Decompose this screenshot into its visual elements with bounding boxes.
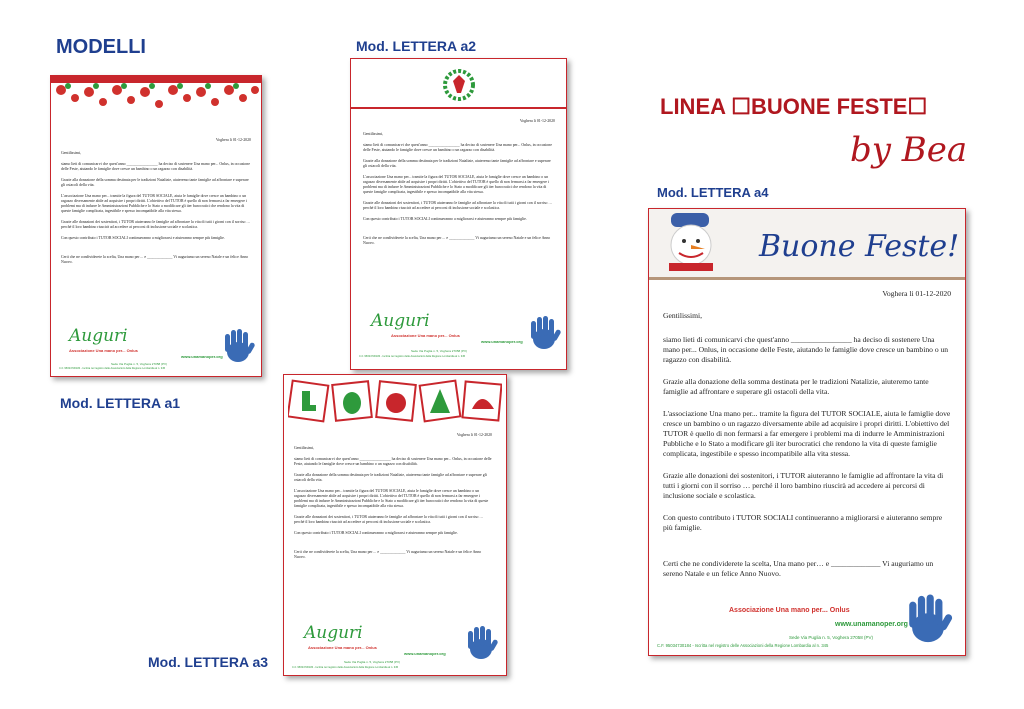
address: Sede Via Puglia n. 5, Voghera 27058 (PV)	[344, 660, 400, 664]
byline: by Bea	[850, 130, 968, 170]
tax-code: C.F. 95034730184 - Iscritta nel registro delle Associazioni della Regione Lombardia al n. 345	[292, 666, 399, 669]
hand-logo-icon	[899, 593, 957, 645]
letter-paragraph-6: Certi che ne condividerete la scelta, Una mano per… e _____________ Vi auguriamo un sereno Natale e un felice Anno Nuovo.	[363, 236, 551, 245]
hand-logo-icon	[219, 328, 257, 364]
letter-paragraph-1: siamo lieti di comunicarvi che quest'anno ________________ ha deciso di sostenere Una mano per... Onlus, in occasione delle Feste, aiutando le famiglie dove cresce un bambino o un ragazzo con disabilità.	[663, 335, 949, 364]
letter-paragraph-6: Certi che ne condividerete la scelta, Una mano per… e _____________ Vi auguriamo un sereno Natale e un felice Anno Nuovo.	[663, 559, 934, 578]
address: Sede Via Puglia n. 5, Voghera 27058 (PV)	[111, 362, 167, 366]
letter-paragraph-5: Con questo contributo i TUTOR SOCIALI continueranno a migliorarsi e aiuteranno sempre più famiglie.	[294, 531, 458, 535]
association-name: Associazione Una mano per... Onlus	[729, 607, 850, 614]
website: www.unamanoper.org	[181, 354, 223, 359]
ornament-row	[288, 379, 502, 423]
association-name: Associazione Una mano per... Onlus	[308, 645, 377, 650]
letter-paragraph-4: Grazie alle donazioni dei sostenitori, i TUTOR aiuteranno le famiglie ad affrontare la vita di tutti i giorni con il sorriso … perché il loro bambino riuscirà ad accedere ai percorsi di inclusione sociale e scolastica.	[294, 515, 484, 524]
letter-greeting: Gentilissimi,	[294, 446, 314, 450]
letter-date: Voghera li 01-12-2020	[519, 119, 555, 123]
heading-modelli: MODELLI	[56, 36, 146, 58]
letter-date: Voghera li 01-12-2020	[882, 289, 951, 298]
letter-paragraph-3: L'associazione Una mano per... tramite la figura del TUTOR SOCIALE, aiuta le famiglie dove cresce un bambino o un ragazzo diversamente abile ad acquisire i propri diritti. L'obiettivo del TUTOR è quello di non fermarsi a far emergere i problemi ma di indurre le Amministrazioni Pubbliche e lo Stato a modificare gli iter burocratici che rendono la vita di queste famiglie complicata, ingestibile e spesso incompatibile alla vita stessa.	[61, 194, 248, 213]
letter-paragraph-5: Con questo contributo i TUTOR SOCIALI continueranno a migliorarsi e aiuteranno sempre più famiglie.	[663, 513, 943, 532]
letter-paragraph-5: Con questo contributo i TUTOR SOCIALI continueranno a migliorarsi e aiuteranno sempre più famiglie.	[61, 236, 225, 240]
letter-paragraph-2: Grazie alla donazione della somma destinata per le tradizioni Natalizie, aiuteremo tante famiglie ad affrontare e superare gli ostacoli della vita.	[294, 473, 487, 482]
letter-date: Voghera li 01-12-2020	[215, 138, 251, 142]
tree-icon	[430, 389, 450, 413]
letter-paragraph-2: Grazie alla donazione della somma destinata per le tradizioni Natalizie, aiuteremo tante famiglie ad affrontare e superare gli ostacoli della vita.	[663, 377, 929, 396]
letter-paragraph-4: Grazie alle donazioni dei sostenitori, i TUTOR aiuteranno le famiglie ad affrontare la vita di tutti i giorni con il sorriso … perché il loro bambino riuscirà ad accedere ai percorsi di inclusione sociale e scolastica.	[663, 471, 944, 500]
heading-a1: Mod. LETTERA a1	[60, 395, 181, 411]
letter-date: Voghera li 01-12-2020	[456, 433, 492, 437]
letter-a2	[350, 58, 567, 370]
heading-a3: Mod. LETTERA a3	[148, 654, 269, 670]
letter-paragraph-2: Grazie alla donazione della somma destinata per le tradizioni Natalizie, aiuteremo tante famiglie ad affrontare e superare gli ostacoli della vita.	[363, 159, 551, 168]
wreath-icon	[439, 67, 479, 103]
ornament-garland	[51, 76, 261, 112]
letter-paragraph-5: Con questo contributo i TUTOR SOCIALI continueranno a migliorarsi e aiuteranno sempre più famiglie.	[363, 217, 527, 221]
letter-body	[61, 138, 251, 265]
bauble-icon	[386, 393, 406, 413]
heading-a2: Mod. LETTERA a2	[356, 38, 477, 54]
header-rule	[351, 107, 566, 109]
address: Sede Via Puglia n. 5, Voghera 27058 (PV)	[789, 635, 873, 640]
letter-paragraph-4: Grazie alle donazioni dei sostenitori, i TUTOR aiuteranno le famiglie ad affrontare la vita di tutti i giorni con il sorriso … perché il loro bambino riuscirà ad accedere ai percorsi di inclusione sociale e scolastica.	[61, 220, 251, 229]
hand-logo-icon	[525, 315, 563, 351]
letter-paragraph-3: L'associazione Una mano per... tramite la figura del TUTOR SOCIALE, aiuta le famiglie dove cresce un bambino o un ragazzo diversamente abile ad acquisire i propri diritti. L'obiettivo del TUTOR è quello di non fermarsi a far emergere i problemi ma di indurre le Amministrazioni Pubbliche e lo Stato a modificare gli iter burocratici che rendono la vita di queste famiglie complicata, ingestibile e spesso incompatibile alla vita stessa.	[294, 489, 489, 508]
letter-paragraph-1: siamo lieti di comunicarvi che quest'anno ________________ ha deciso di sostenere Una mano per... Onlus, in occasione delle Feste, aiutando le famiglie dove cresce un bambino o un ragazzo con disabilità.	[363, 143, 552, 152]
banner-rule	[649, 277, 965, 280]
heading-a4: Mod. LETTERA a4	[657, 185, 769, 200]
letter-body	[294, 433, 492, 560]
auguri-text: Auguri	[304, 623, 363, 643]
letter-paragraph-2: Grazie alla donazione della somma destinata per le tradizioni Natalizie, aiuteremo tante famiglie ad affrontare e superare gli ostacoli della vita.	[61, 178, 249, 187]
letter-paragraph-6: Certi che ne condividerete la scelta, Una mano per… e _____________ Vi auguriamo un sereno Natale e un felice Anno Nuovo.	[61, 255, 249, 264]
auguri-text: Auguri	[371, 311, 430, 331]
letter-paragraph-3: L'associazione Una mano per... tramite la figura del TUTOR SOCIALE, aiuta le famiglie dove cresce un bambino o un ragazzo diversamente abile ad acquisire i propri diritti. L'obiettivo del TUTOR è quello di non fermarsi a far emergere i problemi ma di indurre le Amministrazioni Pubbliche e lo Stato a modificare gli iter burocratici che rendono la vita di queste famiglie complicata, ingestibile e spesso incompatibile alla vita stessa.	[363, 175, 550, 194]
letter-paragraph-3: L'associazione Una mano per... tramite la figura del TUTOR SOCIALE, aiuta le famiglie dove cresce un bambino o un ragazzo diversamente abile ad acquisire i propri diritti. L'obiettivo del TUTOR è quello di non fermarsi a far emergere i problemi ma di indurre le Amministrazioni Pubbliche e lo Stato a modificare gli iter burocratici che rendono la vita di queste famiglie complicata, ingestibile e spesso incompatibile alla vita stessa.	[663, 409, 951, 458]
address: Sede Via Puglia n. 5, Voghera 27058 (PV)	[411, 349, 467, 353]
website: www.unamanoper.org	[404, 651, 446, 656]
banner-title: Buone Feste!	[759, 229, 960, 264]
santa-hat-icon	[472, 399, 494, 409]
letter-a3	[283, 374, 507, 676]
stocking-icon	[302, 391, 316, 411]
letter-paragraph-4: Grazie alle donazioni dei sostenitori, i TUTOR aiuteranno le famiglie ad affrontare la vita di tutti i giorni con il sorriso … perché il loro bambino riuscirà ad accedere ai percorsi di inclusione sociale e scolastica.	[363, 201, 553, 210]
letter-greeting: Gentilissimi,	[363, 132, 383, 136]
website: www.unamanoper.org	[481, 339, 523, 344]
hand-logo-icon	[462, 625, 500, 661]
association-name: Associazione Una mano per... Onlus	[391, 333, 460, 338]
letter-paragraph-1: siamo lieti di comunicarvi che quest'anno ________________ ha deciso di sostenere Una mano per... Onlus, in occasione delle Feste, aiutando le famiglie dove cresce un bambino o un ragazzo con disabilità.	[294, 457, 492, 466]
tax-code: C.F. 95034730184 - Iscritta nel registro delle Associazioni della Regione Lombardia al n. 345	[657, 643, 829, 648]
letter-a1	[50, 75, 262, 377]
letter-paragraph-1: siamo lieti di comunicarvi che quest'anno ________________ ha deciso di sostenere Una mano per... Onlus, in occasione delle Feste, aiutando le famiglie dove cresce un bambino o un ragazzo con disabilità.	[61, 162, 250, 171]
website: www.unamanoper.org	[835, 621, 908, 628]
letter-paragraph-6: Certi che ne condividerete la scelta, Una mano per… e _____________ Vi auguriamo un sereno Natale e un felice Anno Nuovo.	[294, 550, 482, 559]
auguri-text: Auguri	[69, 326, 128, 346]
pinecone-icon	[343, 392, 361, 414]
letter-greeting: Gentilissimi,	[61, 151, 81, 155]
letter-body	[363, 119, 555, 246]
snowman-icon	[661, 211, 721, 281]
association-name: Associazione Una mano per... Onlus	[69, 348, 138, 353]
letter-greeting: Gentilissimi,	[663, 311, 703, 320]
tax-code: C.F. 95034730184 - Iscritta nel registro delle Associazioni della Regione Lombardia al n. 345	[59, 367, 166, 370]
tax-code: C.F. 95034730184 - Iscritta nel registro delle Associazioni della Regione Lombardia al n. 345	[359, 355, 466, 358]
heading-linea: LINEA ☐BUONE FESTE☐	[660, 94, 928, 119]
letter-a4	[648, 208, 966, 656]
letter-body	[663, 289, 951, 579]
